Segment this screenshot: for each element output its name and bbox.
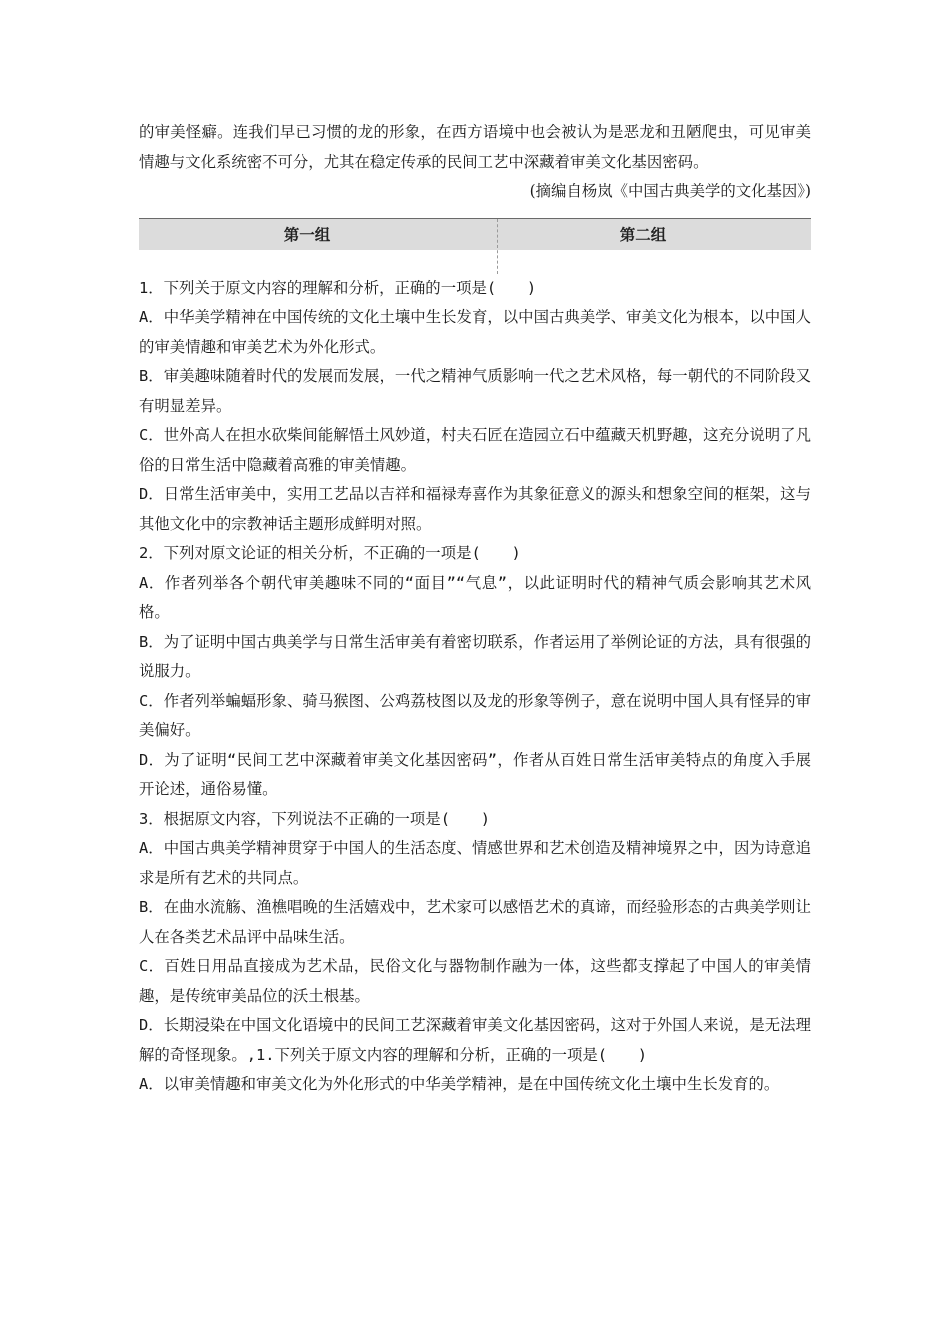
question-stem: 3．根据原文内容，下列说法不正确的一项是( )	[139, 809, 491, 828]
question-stem: 2．下列对原文论证的相关分析，不正确的一项是( )	[139, 544, 521, 562]
option-b: B．为了证明中国古典美学与日常生活审美有着密切联系，作者运用了举例论证的方法，具有很强的说服力。	[139, 632, 811, 680]
option-b: B．审美趣味随着时代的发展而发展，一代之精神气质影响一代之艺术风格，每一朝代的不同阶段又有明显差异。	[139, 367, 811, 415]
option-c: C．作者列举蝙蝠形象、骑马猴图、公鸡荔枝图以及龙的形象等例子，意在说明中国人具有怪异的审美偏好。	[139, 691, 811, 739]
option-a: A．中国古典美学精神贯穿于中国人的生活态度、情感世界和艺术创造及精神境界之中，因为诗意追求是所有艺术的共同点。	[139, 839, 811, 887]
option-a: A．作者列举各个朝代审美趣味不同的“面目”“气息”，以此证明时代的精神气质会影响其艺术风格。	[139, 573, 811, 621]
option-d: D．日常生活审美中，实用工艺品以吉祥和福禄寿喜作为其象征意义的源头和想象空间的框架，这与其他文化中的宗教神话主题形成鲜明对照。	[139, 485, 811, 533]
question-stem: 1．下列关于原文内容的理解和分析，正确的一项是( )	[139, 278, 537, 297]
document-page	[139, 118, 811, 1100]
option-c: C．世外高人在担水砍柴间能解悟土风妙道，村夫石匠在造园立石中蕴藏天机野趣，这充分说明了凡俗的日常生活中隐藏着高雅的审美情趣。	[139, 426, 811, 474]
option-a: A．中华美学精神在中国传统的文化土壤中生长发育，以中国古典美学、审美文化为根本，以中国人的审美情趣和审美艺术为外化形式。	[139, 308, 811, 356]
tab-group-1[interactable]: 第一组	[283, 226, 331, 244]
option-c: C．百姓日用品直接成为艺术品，民俗文化与器物制作融为一体，这些都支撑起了中国人的审美情趣，是传统审美品位的沃土根基。	[139, 957, 811, 1005]
option-b: B．在曲水流觞、渔樵唱晚的生活嬉戏中，艺术家可以感悟艺术的真谛，而经验形态的古典美学则让人在各类艺术品评中品味生活。	[139, 898, 811, 946]
tab-group-2[interactable]: 第二组	[619, 226, 667, 244]
tab-divider	[497, 219, 498, 274]
option-d: D．为了证明“民间工艺中深藏着审美文化基因密码”，作者从百姓日常生活审美特点的角度入手展开论述，通俗易懂。	[139, 750, 811, 798]
question-3	[139, 805, 811, 1100]
question-2	[139, 539, 811, 805]
question-list	[139, 274, 811, 1100]
tab-bar	[139, 218, 811, 250]
question-1	[139, 274, 811, 540]
group-tabs	[139, 218, 811, 274]
option-d: D．长期浸染在中国文化语境中的民间工艺深藏着审美文化基因密码，这对于外国人来说，是无法理解的奇怪现象。,1.下列关于原文内容的理解和分析，正确的一项是( )	[139, 1016, 811, 1064]
passage-tail: 的审美怪癖。连我们早已习惯的龙的形象，在西方语境中也会被认为是恶龙和丑陋爬虫，可见审美情趣与文化系统密不可分，尤其在稳定传承的民间工艺中深藏着审美文化基因密码。	[139, 123, 811, 171]
option-a-repeat: A．以审美情趣和审美文化为外化形式的中华美学精神，是在中国传统文化土壤中生长发育的。	[139, 1075, 780, 1093]
source-citation: (摘编自杨岚《中国古典美学的文化基因》)	[529, 182, 811, 200]
